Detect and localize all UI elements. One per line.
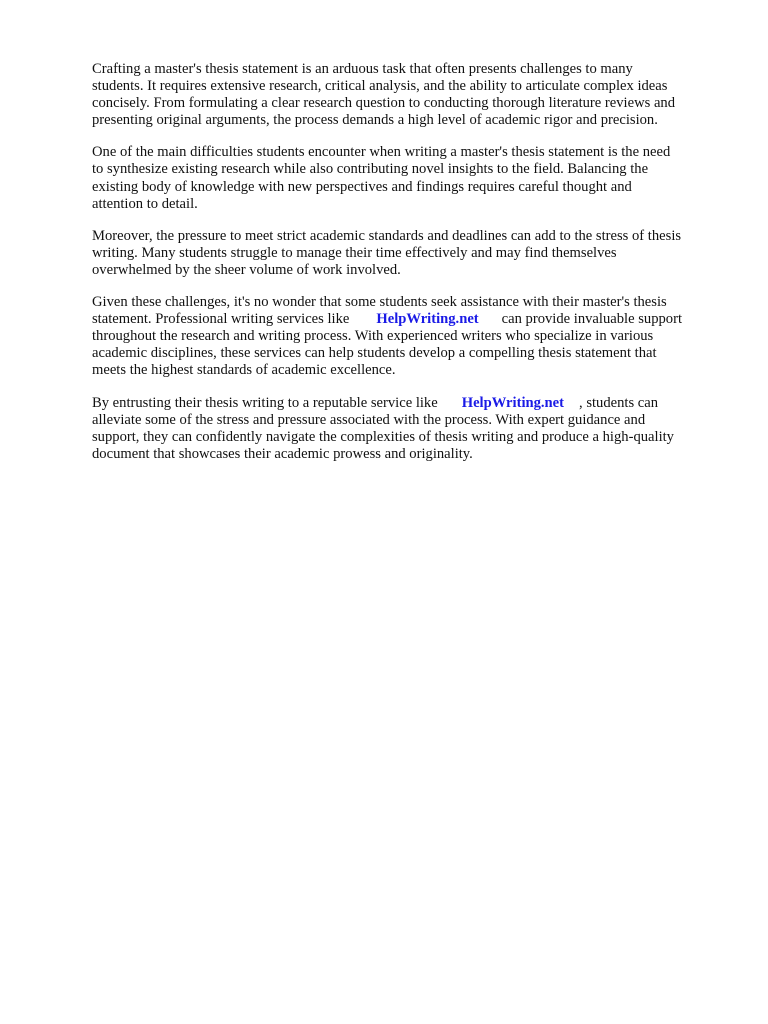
paragraph-4-line-4: academic disciplines, these services can help students develop a compelling thesis statement that [92, 345, 657, 362]
paragraph-4 [92, 294, 722, 379]
paragraph-2-line-4: attention to detail. [92, 195, 198, 212]
document-body [92, 61, 722, 478]
paragraph-2 [92, 144, 722, 212]
helpwriting-link-1[interactable]: HelpWriting.net [376, 311, 479, 328]
paragraph-1-line-3: concisely. From formulating a clear research question to conducting thorough literature reviews and [92, 95, 676, 112]
paragraph-3-line-3: overwhelmed by the sheer volume of work involved. [92, 261, 401, 278]
paragraph-5-line-4: document that showcases their academic prowess and originality. [92, 445, 473, 462]
paragraph-1 [92, 61, 722, 129]
paragraph-2-line-1: One of the main difficulties students encounter when writing a master's thesis statement is the need [92, 144, 671, 161]
paragraph-4-line-2-before: statement. Professional writing services like [92, 311, 350, 328]
paragraph-3-line-2: writing. Many students struggle to manage their time effectively and may find themselves [92, 244, 617, 261]
paragraph-5-line-3: support, they can confidently navigate the complexities of thesis writing and produce a high-quality [92, 428, 674, 445]
paragraph-4-line-1: Given these challenges, it's no wonder that some students seek assistance with their master's thesis [92, 294, 667, 311]
paragraph-1-line-2: students. It requires extensive research, critical analysis, and the ability to articulate complex ideas [92, 78, 668, 95]
paragraph-5-line-2: alleviate some of the stress and pressure associated with the process. With expert guidance and [92, 411, 646, 428]
paragraph-2-line-2: to synthesize existing research while also contributing novel insights to the field. Balancing the [92, 161, 649, 178]
paragraph-1-line-4: presenting original arguments, the process demands a high level of academic rigor and precision. [92, 112, 658, 129]
paragraph-3-line-1: Moreover, the pressure to meet strict academic standards and deadlines can add to the stress of thesis [92, 227, 682, 244]
paragraph-4-line-5: meets the highest standards of academic excellence. [92, 362, 396, 379]
paragraph-5-line-1-after: , students can [579, 394, 659, 411]
paragraph-2-line-3: existing body of knowledge with new perspectives and findings requires careful thought and [92, 178, 632, 195]
paragraph-1-line-1: Crafting a master's thesis statement is an arduous task that often presents challenges to many [92, 61, 633, 77]
paragraph-5-line-1-before: By entrusting their thesis writing to a reputable service like [92, 394, 438, 411]
paragraph-3 [92, 228, 722, 279]
paragraph-4-line-2-after: can provide invaluable support [501, 311, 682, 328]
paragraph-5 [92, 395, 722, 463]
helpwriting-link-2[interactable]: HelpWriting.net [461, 394, 565, 411]
paragraph-4-line-3: throughout the research and writing process. With experienced writers who specialize in various [92, 328, 654, 345]
